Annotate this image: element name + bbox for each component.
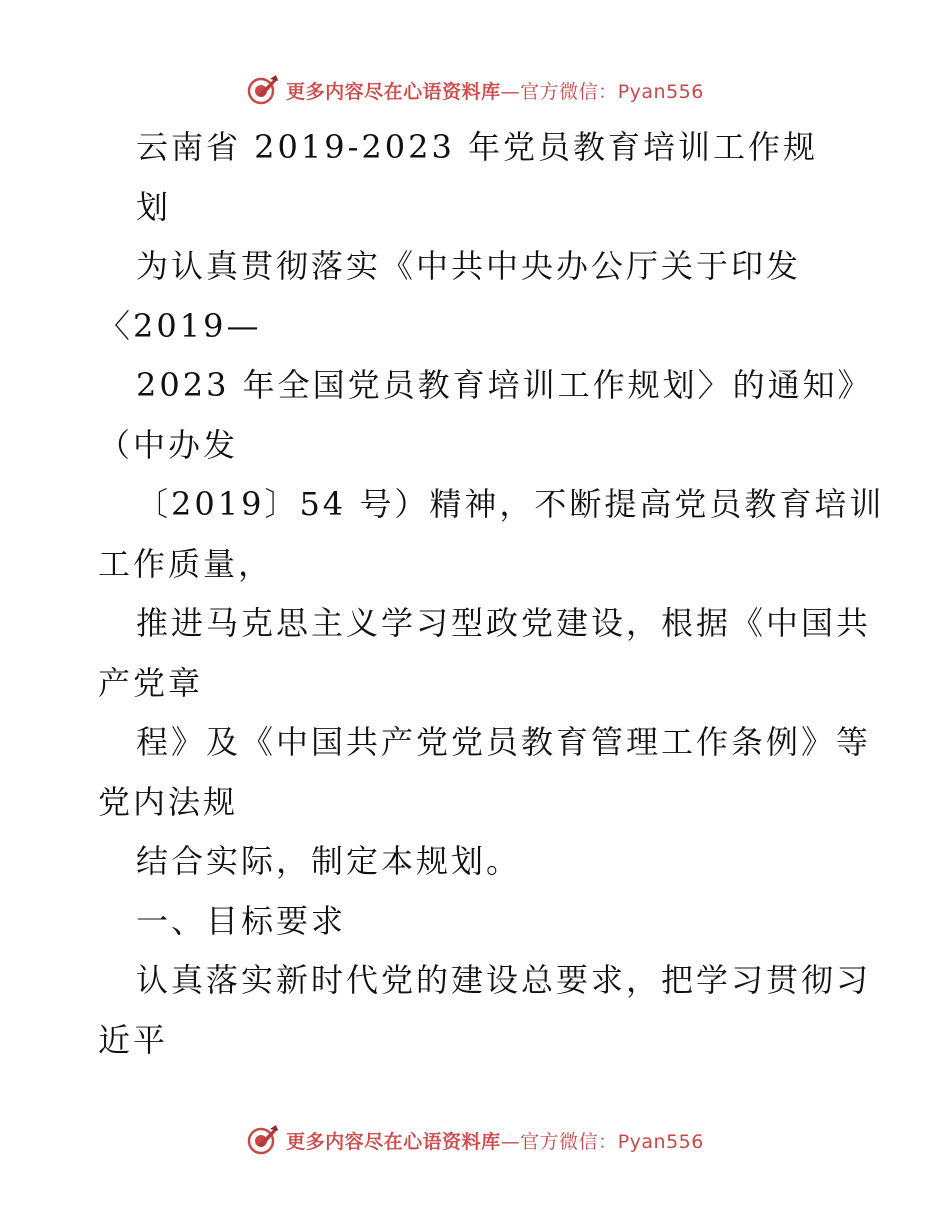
document-line: 为认真贯彻落实《中共中央办公厅关于印发 xyxy=(136,247,802,285)
document-line: 工作质量， xyxy=(98,544,274,583)
document-line: 产党章 xyxy=(98,663,204,702)
banner-wechat-id: Pyan556 xyxy=(617,1130,704,1153)
document-line: 推进马克思主义学习型政党建设，根据《中国共 xyxy=(136,604,872,642)
banner-wechat-label: 官方微信： xyxy=(520,80,618,103)
banner-wechat-id: Pyan556 xyxy=(617,80,704,103)
banner-dash: — xyxy=(500,80,521,103)
document-line: 近平 xyxy=(98,1020,169,1059)
banner-dash: — xyxy=(500,1130,521,1153)
banner-site-name: 更多内容尽在心语资料库 xyxy=(286,80,501,103)
header-banner xyxy=(0,72,950,108)
quill-logo-icon xyxy=(246,73,280,107)
banner-wechat-label: 官方微信： xyxy=(520,1130,618,1153)
document-line: 程》及《中国共产党党员教育管理工作条例》等 xyxy=(136,723,872,761)
document-line: 云南省 2019-2023 年党员教育培训工作规 xyxy=(136,128,819,166)
document-line: 结合实际，制定本规划。 xyxy=(136,842,522,880)
document-body xyxy=(98,118,885,1070)
document-line: 〈2019— xyxy=(98,306,262,345)
footer-banner xyxy=(0,1122,950,1158)
document-line: （中办发 xyxy=(98,425,239,464)
document-line: 2023 年全国党员教育培训工作规划〉的通知》 xyxy=(136,366,873,404)
banner-text xyxy=(286,1127,704,1154)
banner-site-name: 更多内容尽在心语资料库 xyxy=(286,1130,501,1153)
document-line: 认真落实新时代党的建设总要求，把学习贯彻习 xyxy=(136,961,872,999)
document-line: 划 xyxy=(136,187,172,226)
document-line: 一、目标要求 xyxy=(136,901,347,940)
document-line: 党内法规 xyxy=(98,782,239,821)
document-line: 〔2019〕54 号）精神，不断提高党员教育培训 xyxy=(136,485,885,523)
quill-logo-icon xyxy=(246,1123,280,1157)
banner-text xyxy=(286,77,704,104)
